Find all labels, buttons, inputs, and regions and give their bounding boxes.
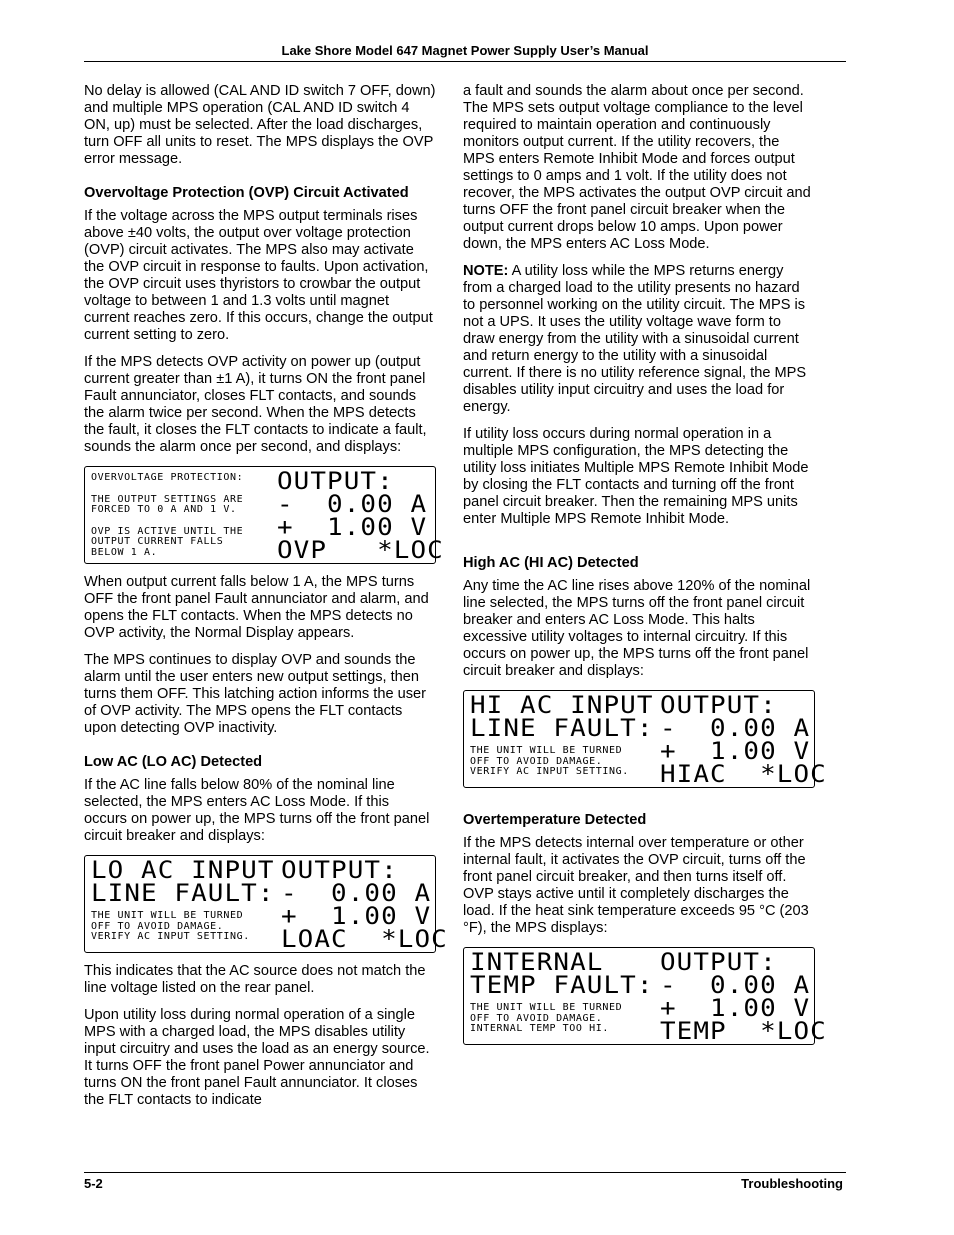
lcd-text: BELOW 1 A.	[91, 546, 158, 558]
lcd-text: OFF TO AVOID DAMAGE.	[91, 920, 224, 932]
lcd-text: OUTPUT CURRENT FALLS	[91, 536, 224, 547]
lcd-big-text: LINE FAULT:	[470, 714, 654, 742]
lcd-text: FORCED TO 0 A AND 1 V.	[91, 504, 237, 515]
lcd-big-text: OUTPUT:	[281, 856, 398, 884]
lcd-text: THE UNIT WILL BE TURNED	[91, 910, 244, 921]
left-column	[84, 83, 448, 1119]
lcd-big-text: HIAC *LOC	[660, 760, 827, 788]
paragraph: No delay is allowed (CAL AND ID switch 7 OFF, down) and multiple MPS operation (CAL AND ID switch 4 ON, up) must be selected. After the load discharges, turn OFF all units to reset. The MPS displays the OVP error message.	[84, 83, 436, 167]
page-number: 5-2	[84, 1176, 103, 1191]
lcd-text: INTERNAL TEMP TOO HI.	[470, 1023, 610, 1034]
paragraph: If the MPS detects internal over temperature or other internal fault, it activates the OVP circuit, turns off the front panel circuit breaker, and then turns itself off. OVP stays active until it completely discharges the load. If the heat sink temperature exceeds 95 °C (203 °F), the MPS displays:	[463, 835, 809, 936]
lcd-big-text: INTERNAL	[470, 948, 604, 976]
lcd-big-text: + 1.00 V	[660, 994, 811, 1022]
lcd-text: VERIFY AC INPUT SETTING.	[91, 931, 250, 942]
lcd-big-text: + 1.00 V	[660, 737, 811, 765]
page-header: Lake Shore Model 647 Magnet Power Supply User’s Manual	[281, 43, 649, 58]
section-heading-overtemp: Overtemperature Detected	[463, 812, 647, 828]
paragraph: If the MPS detects OVP activity on power up (output current greater than ±1 A), it turns ON the front panel Fault annunciator, closes FLT contacts, and sounds the alarm twice per second. When the MPS detects the fault, it closes the FLT contacts to indicate a fault, sounds the alarm once per second, and displays:	[84, 354, 427, 455]
lcd-text: VERIFY AC INPUT SETTING.	[470, 766, 629, 777]
paragraph: This indicates that the AC source does not match the line voltage listed on the rear panel.	[84, 963, 426, 996]
header-rule	[84, 61, 846, 62]
paragraph: Upon utility loss during normal operation of a single MPS with a charged load, the MPS disables utility input circuitry and uses the load as an energy source. It turns OFF the front panel Power annunciator and turns ON the front panel Fault annunciator. It closes the FLT contacts to indicate	[84, 1007, 430, 1108]
paragraph: If the AC line falls below 80% of the nominal line selected, the MPS enters AC Loss Mode. If this occurs on power up, the MPS turns off the front panel circuit breaker and displays:	[84, 777, 430, 844]
lcd-big-text: HI AC INPUT	[470, 691, 654, 719]
lcd-text: OFF TO AVOID DAMAGE.	[470, 755, 603, 767]
lcd-big-text: - 0.00 A	[281, 879, 432, 907]
section-heading-ovp: Overvoltage Protection (OVP) Circuit Activated	[84, 185, 409, 201]
section-heading-loac: Low AC (LO AC) Detected	[84, 754, 263, 770]
lcd-big-text: OUTPUT:	[276, 467, 394, 495]
paragraph: a fault and sounds the alarm about once per second. The MPS sets output voltage compliance to the level required to maintain operation and continuously monitors output current. If the utility recovers, the MPS enters Remote Inhibit Mode and forces output settings to 0 amps and 1 volt. If the utility does not recover, the MPS activates the output OVP circuit and turns OFF the front panel circuit breaker when the output current drops below 10 amps. Upon power down, the MPS enters AC Loss Mode.	[463, 83, 811, 252]
note-paragraph	[463, 263, 815, 416]
lcd-text: THE UNIT WILL BE TURNED	[470, 745, 623, 756]
paragraph: Any time the AC line rises above 120% of the nominal line selected, the MPS turns off the front panel circuit breaker and enters AC Loss Mode. This halts excessive utility voltages to internal circuitry. If this occurs on power up, the MPS turns off the front panel circuit breaker and displays:	[463, 578, 811, 679]
lcd-display-ovp	[84, 466, 444, 564]
lcd-big-text: LINE FAULT:	[91, 879, 275, 907]
lcd-big-text: + 1.00 V	[281, 902, 432, 930]
lcd-big-text: OUTPUT:	[660, 948, 777, 976]
right-column	[463, 83, 827, 1055]
note-text: A utility loss while the MPS returns energy from a charged load to the utility presents no hazard to personnel working on the utility circuit. The MPS is not a UPS. It uses the utility voltage wave form to draw energy from the utility with a sinusoidal current and return energy to the utility with a sinusoidal current. If there is no utility reference signal, the MPS disables utility input circuitry and uses the load for energy.	[463, 263, 807, 415]
paragraph: When output current falls below 1 A, the MPS turns OFF the front panel Fault annunciator and alarm, and opens the FLT contacts. When the MPS detects no OVP activity, the Normal Display appears.	[84, 574, 429, 641]
lcd-big-text: TEMP *LOC	[660, 1017, 827, 1045]
lcd-text: OVERVOLTAGE PROTECTION:	[91, 472, 244, 483]
section-name: Troubleshooting	[741, 1176, 843, 1191]
lcd-big-text: OUTPUT:	[660, 691, 777, 719]
lcd-text: OFF TO AVOID DAMAGE.	[470, 1012, 603, 1024]
section-heading-hiac: High AC (HI AC) Detected	[463, 555, 639, 571]
lcd-big-text: - 0.00 A	[660, 714, 811, 742]
lcd-big-text: OVP *LOC	[276, 536, 444, 564]
paragraph: The MPS continues to display OVP and sounds the alarm until the user enters new output settings, then turns them OFF. This latching action informs the user of OVP activity. The MPS opens the FLT contacts upon detecting OVP inactivity.	[84, 652, 427, 736]
note-label: NOTE:	[463, 263, 509, 279]
lcd-text: THE UNIT WILL BE TURNED	[470, 1002, 623, 1013]
lcd-display-hiac	[463, 690, 827, 788]
lcd-big-text: - 0.00 A	[276, 490, 427, 518]
lcd-display-temp	[463, 947, 827, 1045]
lcd-big-text: + 1.00 V	[276, 513, 427, 541]
footer-rule	[84, 1172, 846, 1173]
lcd-display-loac	[84, 855, 448, 953]
lcd-big-text: LO AC INPUT	[91, 856, 275, 884]
lcd-big-text: LOAC *LOC	[281, 925, 448, 953]
paragraph: If the voltage across the MPS output terminals rises above ±40 volts, the output over voltage protection (OVP) circuit activates. The MPS also may activate the OVP circuit in response to faults. Upon activation, the OVP circuit uses thyristors to crowbar the output voltage to between 1 and 1.3 volts until magnet current reaches zero. If this occurs, change the output current setting to zero.	[84, 208, 433, 343]
lcd-text: THE OUTPUT SETTINGS ARE	[91, 493, 244, 505]
paragraph: If utility loss occurs during normal operation in a multiple MPS configuration, the MPS detecting the utility loss initiates Multiple MPS Remote Inhibit Mode by closing the FLT contacts and turning off the front panel circuit breaker. Then the remaining MPS units enter Multiple MPS Remote Inhibit Mode.	[463, 426, 809, 527]
lcd-big-text: TEMP FAULT:	[470, 971, 654, 999]
lcd-text: OVP IS ACTIVE UNTIL THE	[91, 525, 244, 537]
lcd-big-text: - 0.00 A	[660, 971, 811, 999]
